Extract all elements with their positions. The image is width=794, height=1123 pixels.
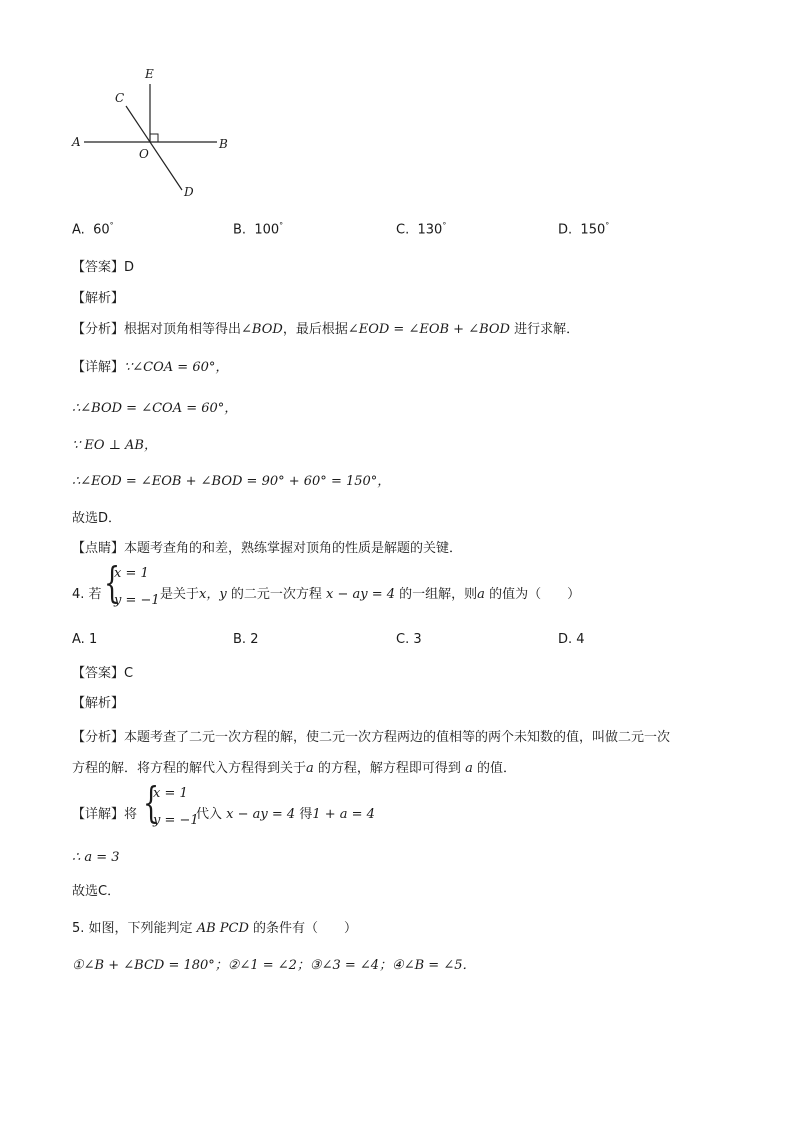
q3-option-c: C. 130° [396, 221, 447, 238]
system-row-1: x = 1 [114, 566, 149, 581]
label-b: B [219, 137, 228, 151]
q4-fenxi-line2: 方程的解．将方程的解代入方程得到关于a 的方程，解方程即可得到 a 的值． [72, 761, 516, 776]
answer-tag: 【答案】 [72, 260, 125, 275]
q4-analysis-tag: 【解析】 [72, 696, 125, 711]
q3-answer [72, 256, 134, 275]
q4-conclusion: 故选C． [72, 884, 121, 899]
q5-stem: 5. 如图，下列能判定 AB PCD 的条件有（ ） [72, 921, 358, 936]
q4-therefore: ∴ a = 3 [72, 850, 120, 865]
q3-dianjing: 【点睛】本题考查角的和差，熟练掌握对顶角的性质是解题的关键． [72, 541, 463, 556]
q4-fenxi-line1: 【分析】本题考查了二元一次方程的解，使二元一次方程两边的值相等的两个未知数的值，叫做二元一次 [72, 730, 671, 745]
q3-analysis-tag: 【解析】 [72, 291, 125, 306]
q4-xiangjie-system [143, 778, 203, 834]
label-o: O [139, 147, 149, 161]
label-c: C [115, 91, 125, 105]
q3-option-a: A. 60° [72, 221, 114, 238]
q3-line2: ∴∠BOD = ∠COA = 60°， [72, 401, 238, 416]
angle-diagram-svg [60, 60, 250, 210]
q4-number: 4. 若 [72, 587, 102, 602]
brace-glyph: { [143, 778, 160, 827]
geometry-diagram [60, 60, 250, 210]
q5-conditions: ①∠B + ∠BCD = 180°；②∠1 = ∠2；③∠3 = ∠4；④∠B = ∠5． [72, 958, 476, 973]
q4-option-c: C. 3 [396, 632, 422, 647]
system-row-2: y = −1 [153, 813, 199, 828]
label-d: D [184, 185, 194, 199]
q3-line3: ∵ EO ⊥ AB， [72, 438, 157, 453]
q3-option-d: D. 150° [558, 221, 610, 238]
q3-xiangjie-line1: 【详解】∵∠COA = 60°， [72, 360, 229, 375]
q4-xiangjie-tag: 【详解】将 [72, 807, 138, 822]
q4-option-b: B. 2 [233, 632, 259, 647]
q4-stem-text: 是关于x，y 的二元一次方程 x − ay = 4 的一组解，则a 的值为（ ） [160, 587, 581, 602]
q3-line4: ∴∠EOD = ∠EOB + ∠BOD = 90° + 60° = 150°， [72, 474, 391, 489]
label-a: A [72, 135, 81, 149]
system-row-2: y = −1 [114, 593, 160, 608]
q4-option-a: A. 1 [72, 632, 98, 647]
brace-glyph: { [104, 558, 121, 607]
label-e: E [145, 67, 154, 81]
q3-conclusion: 故选D． [72, 511, 122, 526]
system-row-1: x = 1 [153, 786, 188, 801]
right-angle-mark [150, 134, 158, 142]
q4-xiangjie-text: 代入 x − ay = 4 得1 + a = 4 [196, 807, 375, 822]
q4-equation-system [104, 558, 164, 614]
q4-answer: 【答案】C [72, 666, 134, 681]
q3-option-b: B. 100° [233, 221, 284, 238]
answer-value: D [124, 260, 135, 275]
q4-option-d: D. 4 [558, 632, 585, 647]
q3-fenxi: 【分析】根据对顶角相等得出∠BOD，最后根据∠EOD = ∠EOB + ∠BOD 进行求解． [72, 322, 580, 337]
line-cd [126, 106, 182, 190]
